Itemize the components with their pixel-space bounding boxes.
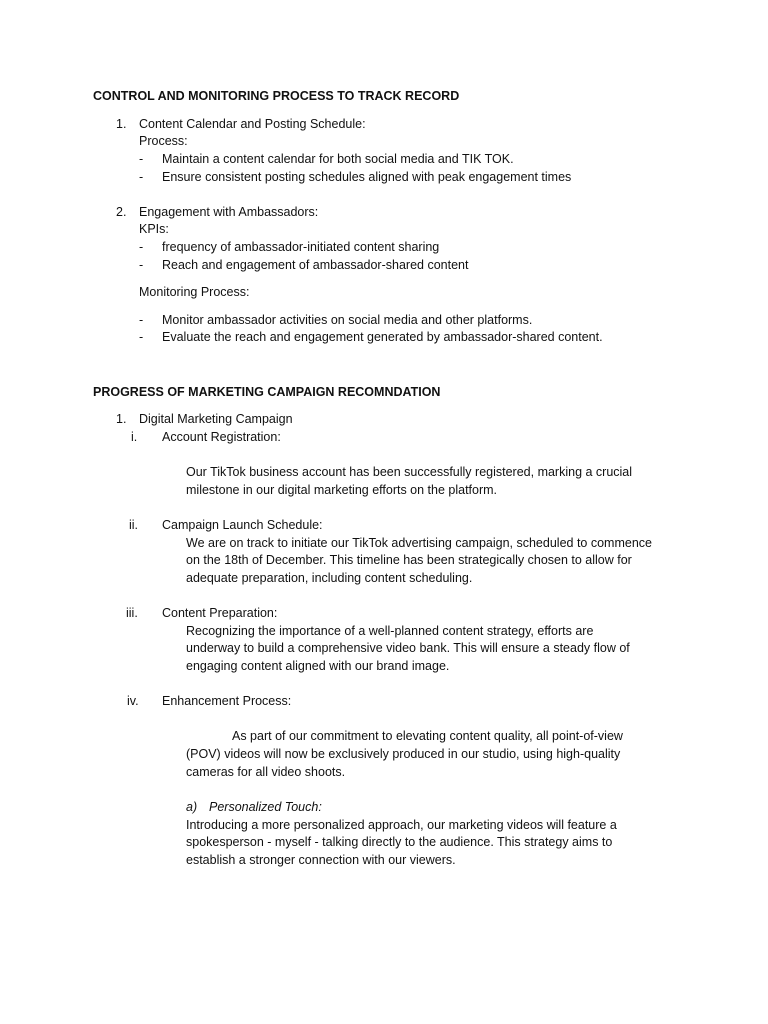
sub-label: Process: — [139, 134, 188, 148]
paragraph-line: As part of our commitment to elevating content quality, all point-of-view — [232, 729, 623, 743]
item-number: 1. — [116, 412, 127, 426]
bullet-dash: - — [139, 152, 144, 166]
paragraph-line: establish a stronger connection with our viewers. — [186, 853, 456, 867]
subitem-title: Account Registration: — [162, 430, 281, 444]
paragraph-line: We are on track to initiate our TikTok advertising campaign, scheduled to commence — [186, 536, 652, 550]
roman-numeral: iv. — [127, 694, 139, 708]
section1-heading: CONTROL AND MONITORING PROCESS TO TRACK RECORD — [93, 89, 460, 103]
roman-numeral: iii. — [126, 606, 138, 620]
subitem-title: Campaign Launch Schedule: — [162, 518, 323, 532]
item-title: Content Calendar and Posting Schedule: — [139, 117, 366, 131]
paragraph-line: adequate preparation, including content scheduling. — [186, 571, 473, 585]
roman-numeral: ii. — [129, 518, 139, 532]
paragraph-line: milestone in our digital marketing efforts on the platform. — [186, 483, 498, 497]
paragraph-line: engaging content aligned with our brand image. — [186, 659, 450, 673]
bullet-text: frequency of ambassador-initiated content sharing — [162, 240, 440, 254]
paragraph-line: underway to build a comprehensive video bank. This will ensure a steady flow of — [186, 641, 630, 655]
item-number: 1. — [116, 117, 127, 131]
paragraph-line: Recognizing the importance of a well-planned content strategy, efforts are — [186, 624, 594, 638]
subpoint-title: Personalized Touch: — [209, 800, 322, 814]
item-title: Digital Marketing Campaign — [139, 412, 293, 426]
bullet-dash: - — [139, 313, 144, 327]
roman-numeral: i. — [131, 430, 138, 444]
bullet-text: Maintain a content calendar for both social media and TIK TOK. — [162, 152, 514, 166]
paragraph-line: Our TikTok business account has been successfully registered, marking a crucial — [186, 465, 633, 479]
paragraph-line: spokesperson - myself - talking directly to the audience. This strategy aims to — [186, 835, 613, 849]
item-number: 2. — [116, 205, 127, 219]
item-title: Engagement with Ambassadors: — [139, 205, 319, 219]
bullet-text: Reach and engagement of ambassador-shared content — [162, 258, 469, 272]
bullet-dash: - — [139, 330, 144, 344]
paragraph-line: (POV) videos will now be exclusively produced in our studio, using high-quality — [186, 747, 621, 761]
bullet-text: Ensure consistent posting schedules aligned with peak engagement times — [162, 170, 572, 184]
subitem-title: Content Preparation: — [162, 606, 278, 620]
paragraph-line: on the 18th of December. This timeline has been strategically chosen to allow for — [186, 553, 632, 567]
subpoint-letter: a) — [186, 800, 198, 814]
monitoring-label: Monitoring Process: — [139, 285, 250, 299]
bullet-text: Monitor ambassador activities on social media and other platforms. — [162, 313, 533, 327]
bullet-dash: - — [139, 170, 144, 184]
section2-heading: PROGRESS OF MARKETING CAMPAIGN RECOMNDATION — [93, 385, 441, 399]
paragraph-line: cameras for all video shoots. — [186, 765, 346, 779]
subitem-title: Enhancement Process: — [162, 694, 292, 708]
bullet-dash: - — [139, 240, 144, 254]
bullet-text: Evaluate the reach and engagement generated by ambassador-shared content. — [162, 330, 603, 344]
bullet-dash: - — [139, 258, 144, 272]
kpis-label: KPIs: — [139, 222, 169, 236]
paragraph-line: Introducing a more personalized approach, our marketing videos will feature a — [186, 818, 617, 832]
